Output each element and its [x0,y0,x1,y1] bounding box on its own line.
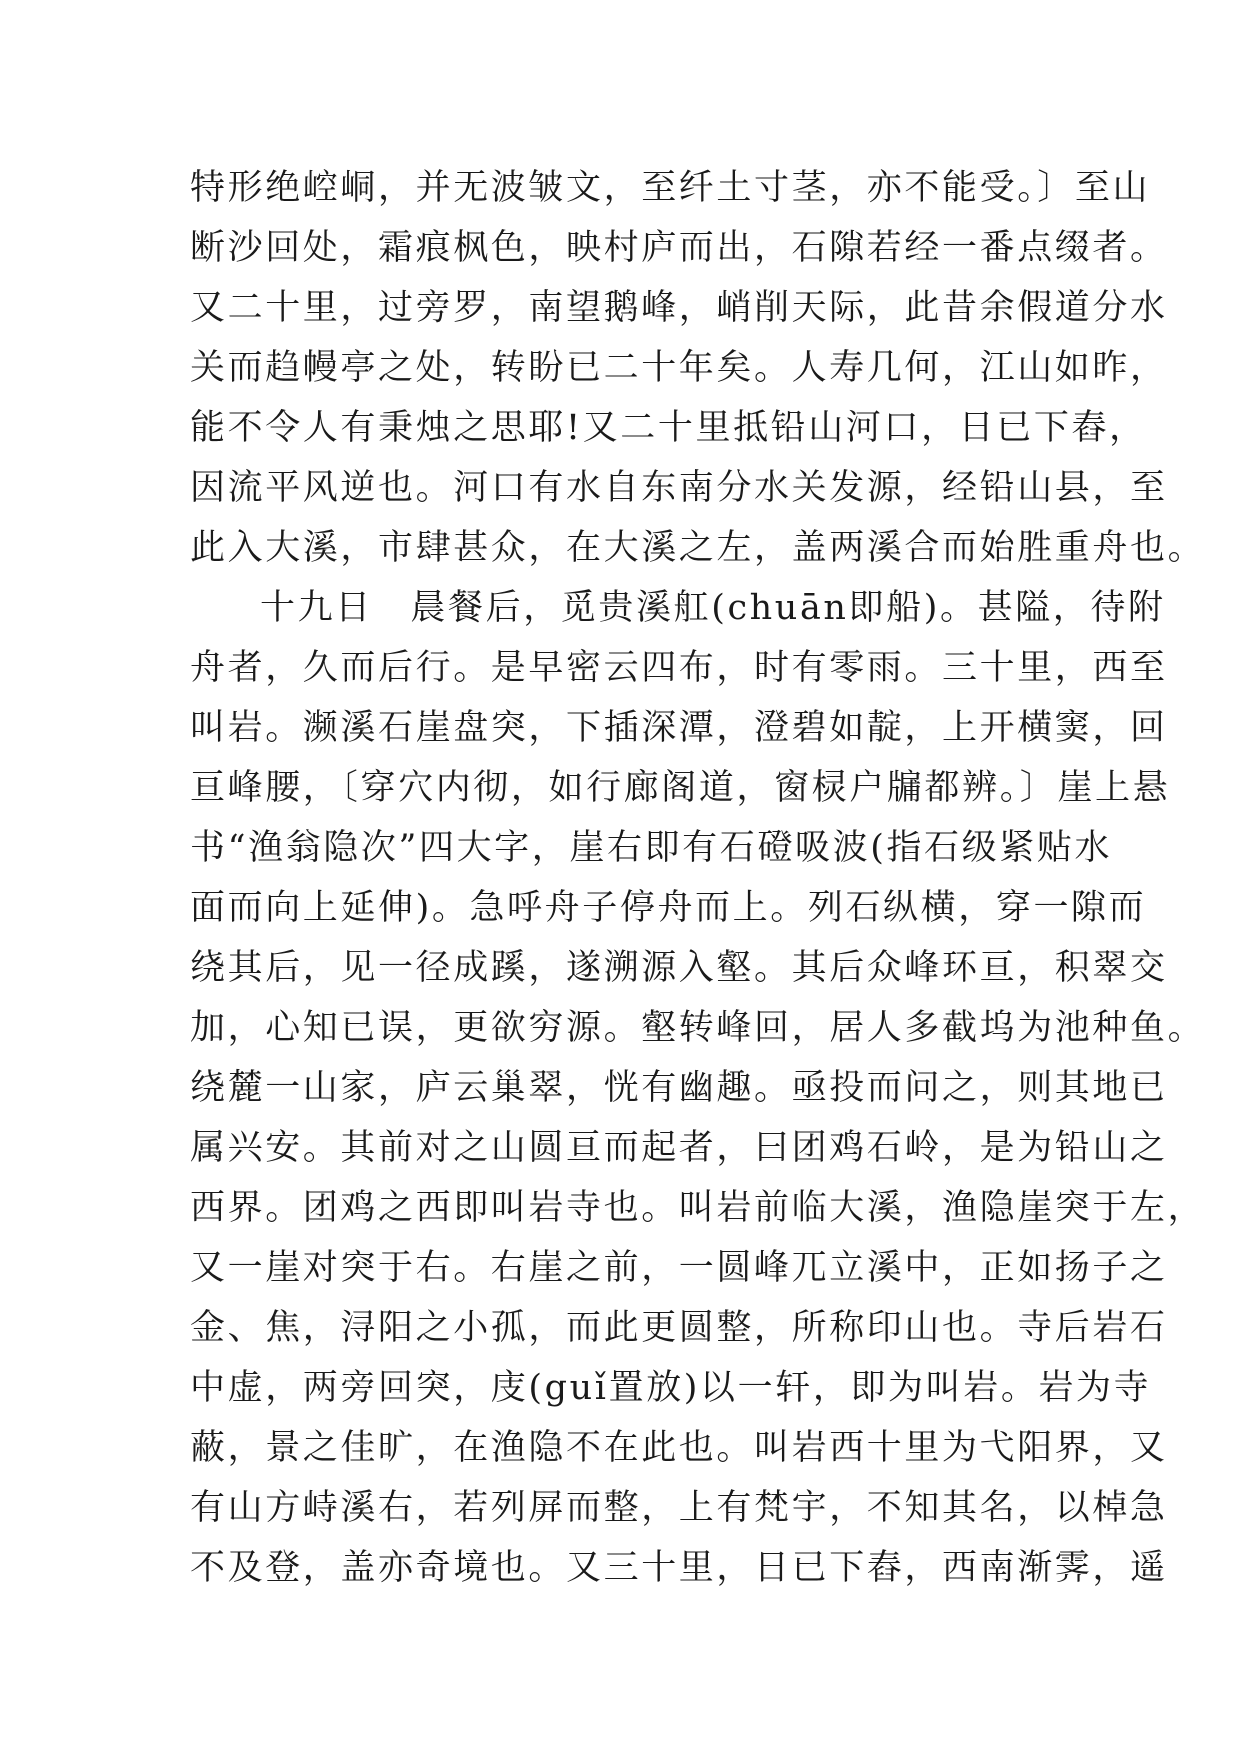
text-line: 有山方峙溪右，若列屏而整，上有梵宇，不知其名，以棹急 [190,1488,1168,1528]
text-line: 又一崖对突于右。右崖之前，一圆峰兀立溪中，正如扬子之 [190,1248,1168,1288]
text-line: 金、焦，浔阳之小孤，而此更圆整，所称印山也。寺后岩石 [190,1308,1168,1348]
text-line: 十九日 晨餐后，觅贵溪舡(chuān即船)。甚隘，待附 [260,588,1166,628]
text-line: 面而向上延伸)。急呼舟子停舟而上。列石纵横，穿一隙而 [190,888,1147,928]
text-line: 加，心知已误，更欲穷源。壑转峰回，居人多截坞为池种鱼。 [190,1008,1206,1048]
text-line: 不及登，盖亦奇境也。又三十里，日已下舂，西南渐霁，遥 [190,1548,1168,1588]
text-line: 亘峰腰，〔穿穴内彻，如行廊阁道，窗棂户牖都辨。〕崖上悬 [190,768,1171,808]
text-line: 断沙回处，霜痕枫色，映村庐而出，石隙若经一番点缀者。 [190,228,1168,268]
text-line: 属兴安。其前对之山圆亘而起者，曰团鸡石岭，是为铅山之 [190,1128,1168,1168]
body-text [190,158,1206,1598]
text-line: 舟者，久而后行。是早密云四布，时有零雨。三十里，西至 [190,648,1168,688]
text-line: 中虚，两旁回突，庋(guǐ置放)以一轩，即为叫岩。岩为寺 [190,1368,1152,1408]
text-line: 蔽，景之佳旷，在渔隐不在此也。叫岩西十里为弋阳界，又 [190,1428,1168,1468]
text-line: 特形绝崆峒，并无波皱文，至纤土寸茎，亦不能受。〕至山 [190,168,1151,208]
text-line: 书“渔翁隐次”四大字，崖右即有石磴吸波(指石级紧贴水 [190,828,1113,868]
text-line: 绕麓一山家，庐云巢翠，恍有幽趣。亟投而问之，则其地已 [190,1068,1168,1108]
text-line: 西界。团鸡之西即叫岩寺也。叫岩前临大溪，渔隐崖突于左， [190,1188,1206,1228]
text-line: 绕其后，见一径成蹊，遂溯源入壑。其后众峰环亘，积翠交 [190,948,1168,988]
text-line: 能不令人有秉烛之思耶!又二十里抵铅山河口，日已下舂， [190,408,1147,448]
text-line: 关而趋幔亭之处，转盼已二十年矣。人寿几何，江山如昨， [190,348,1168,388]
text-line: 此入大溪，市肆甚众，在大溪之左，盖两溪合而始胜重舟也。 [190,528,1206,568]
text-line: 又二十里，过旁罗，南望鹅峰，峭削天际，此昔余假道分水 [190,288,1168,328]
text-line: 因流平风逆也。河口有水自东南分水关发源，经铅山县，至 [190,468,1168,508]
text-line: 叫岩。濒溪石崖盘突，下插深潭，澄碧如靛，上开横窦，回 [190,708,1168,748]
